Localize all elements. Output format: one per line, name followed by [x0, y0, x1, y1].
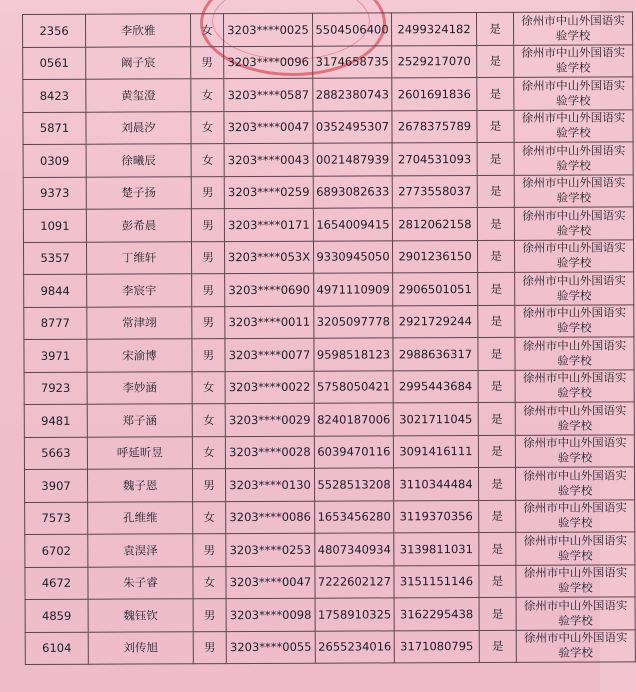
gender-cell: 女 — [191, 79, 224, 112]
school-name-cell: 徐州市中山外国语实验学校 — [515, 337, 634, 370]
school-name-cell: 徐州市中山外国语实验学校 — [513, 12, 632, 45]
gender-cell: 男 — [191, 176, 224, 209]
status-flag-cell: 是 — [477, 110, 514, 143]
id-number-cell: 3203****0690 — [225, 273, 314, 306]
id-number-cell: 3203****0130 — [225, 468, 314, 501]
candidate-number-cell: 5871 — [23, 112, 86, 145]
student-name-cell: 常津翊 — [87, 306, 192, 339]
candidate-number-cell: 5663 — [24, 437, 87, 470]
gender-cell: 女 — [191, 144, 224, 177]
gender-cell: 女 — [192, 371, 225, 404]
id-number-cell: 3203****0055 — [226, 631, 315, 664]
number-a-cell: 6893082633 — [313, 175, 392, 208]
school-name-cell: 徐州市中山外国语实验学校 — [515, 304, 634, 337]
number-a-cell: 5758050421 — [314, 370, 393, 403]
candidate-number-cell: 0309 — [23, 144, 86, 177]
gender-cell: 男 — [193, 534, 226, 567]
candidate-number-cell: 3907 — [24, 469, 87, 502]
candidate-number-cell: 9373 — [23, 177, 86, 210]
table-body — [23, 12, 636, 665]
school-name-cell: 徐州市中山外国语实验学校 — [514, 174, 633, 207]
school-name-cell: 徐州市中山外国语实验学校 — [514, 44, 633, 77]
school-name-cell: 徐州市中山外国语实验学校 — [516, 499, 635, 532]
candidate-number-cell: 2356 — [23, 14, 86, 47]
id-number-cell: 3203****0253 — [226, 533, 315, 566]
candidate-number-cell: 5357 — [23, 242, 86, 275]
student-name-cell: 孔维维 — [88, 501, 193, 534]
table-row — [24, 272, 634, 307]
number-a-cell: 1758910325 — [315, 598, 394, 631]
candidate-number-cell: 0561 — [23, 47, 86, 80]
status-flag-cell: 是 — [477, 175, 514, 208]
id-number-cell: 3203****0047 — [226, 566, 315, 599]
school-name-cell: 徐州市中山外国语实验学校 — [516, 629, 635, 662]
gender-cell: 男 — [192, 339, 225, 372]
candidate-number-cell: 7923 — [24, 372, 87, 405]
school-name-cell: 徐州市中山外国语实验学校 — [516, 564, 635, 597]
status-flag-cell: 是 — [478, 272, 515, 305]
gender-cell: 女 — [191, 14, 224, 47]
school-name-cell: 徐州市中山外国语实验学校 — [515, 467, 634, 500]
candidate-number-cell: 4859 — [25, 599, 88, 632]
id-number-cell: 3203****0098 — [226, 598, 315, 631]
number-b-cell: 2812062158 — [392, 208, 477, 241]
status-flag-cell: 是 — [478, 435, 515, 468]
number-b-cell: 2601691836 — [392, 78, 477, 111]
student-name-cell: 宋渝博 — [87, 339, 192, 372]
school-name-cell: 徐州市中山外国语实验学校 — [515, 272, 634, 305]
number-a-cell: 6039470116 — [314, 435, 393, 468]
student-name-cell: 李妙涵 — [87, 371, 192, 404]
id-number-cell: 3203****0077 — [225, 338, 314, 371]
number-b-cell: 2678375789 — [392, 110, 477, 143]
status-flag-cell: 是 — [478, 305, 515, 338]
number-b-cell: 2704531093 — [392, 143, 477, 176]
id-number-cell: 3203****0259 — [224, 176, 313, 209]
number-a-cell: 9330945050 — [313, 240, 392, 273]
school-name-cell: 徐州市中山外国语实验学校 — [515, 402, 634, 435]
id-number-cell: 3203****0029 — [225, 403, 314, 436]
number-b-cell: 3091416111 — [393, 435, 478, 468]
student-name-cell: 彭希晨 — [86, 209, 191, 242]
gender-cell: 男 — [191, 241, 224, 274]
gender-cell: 男 — [192, 274, 225, 307]
number-b-cell: 3151151146 — [394, 565, 479, 598]
table-row — [23, 12, 633, 47]
status-flag-cell: 是 — [479, 500, 516, 533]
student-name-cell: 徐曦辰 — [86, 144, 191, 177]
student-name-cell: 李宸宇 — [87, 274, 192, 307]
gender-cell: 男 — [191, 46, 224, 79]
status-flag-cell: 是 — [477, 207, 514, 240]
student-name-cell: 魏钰钦 — [88, 599, 193, 632]
table-row — [24, 402, 634, 437]
table-row — [24, 304, 634, 339]
status-flag-cell: 是 — [478, 370, 515, 403]
number-a-cell: 0021487939 — [313, 143, 392, 176]
number-b-cell: 3162295438 — [394, 598, 479, 631]
number-b-cell: 3139811031 — [394, 533, 479, 566]
number-a-cell: 5504506400 — [312, 13, 391, 46]
table-row — [23, 109, 633, 144]
table-row — [25, 532, 635, 567]
number-a-cell: 0352495307 — [313, 110, 392, 143]
table-row — [23, 44, 633, 79]
student-name-cell: 阚子宸 — [86, 46, 191, 79]
student-name-cell: 刘传旭 — [88, 631, 193, 664]
table-row — [23, 142, 633, 177]
student-name-cell: 呼延昕昱 — [87, 436, 192, 469]
candidate-number-cell: 6104 — [25, 632, 88, 665]
number-a-cell: 4807340934 — [315, 533, 394, 566]
id-number-cell: 3203****0086 — [226, 501, 315, 534]
table-row — [25, 564, 635, 599]
number-b-cell: 2921729244 — [393, 305, 478, 338]
student-name-cell: 魏子恩 — [87, 469, 192, 502]
gender-cell: 男 — [191, 209, 224, 242]
student-name-cell: 黄玺澄 — [86, 79, 191, 112]
number-a-cell: 3174658735 — [313, 45, 392, 78]
table-row — [23, 239, 633, 274]
candidate-number-cell: 8777 — [24, 307, 87, 340]
number-a-cell: 2882380743 — [313, 78, 392, 111]
student-name-cell: 楚子扬 — [86, 176, 191, 209]
number-b-cell: 2901236150 — [392, 240, 477, 273]
gender-cell: 男 — [192, 469, 225, 502]
school-name-cell: 徐州市中山外国语实验学校 — [515, 369, 634, 402]
number-a-cell: 4971110909 — [314, 273, 393, 306]
status-flag-cell: 是 — [478, 467, 515, 500]
id-number-cell: 3203****0028 — [225, 436, 314, 469]
gender-cell: 男 — [193, 631, 226, 664]
number-a-cell: 1654009415 — [313, 208, 392, 241]
school-name-cell: 徐州市中山外国语实验学校 — [514, 77, 633, 110]
school-name-cell: 徐州市中山外国语实验学校 — [514, 207, 633, 240]
id-number-cell: 3203****0587 — [224, 78, 313, 111]
table-row — [24, 337, 634, 372]
admission-list-table — [22, 11, 636, 665]
number-b-cell: 2995443684 — [393, 370, 478, 403]
status-flag-cell: 是 — [478, 402, 515, 435]
number-b-cell: 3021711045 — [393, 403, 478, 436]
number-a-cell: 7222602127 — [315, 565, 394, 598]
table-row — [24, 467, 634, 502]
status-flag-cell: 是 — [477, 142, 514, 175]
school-name-cell: 徐州市中山外国语实验学校 — [514, 239, 633, 272]
number-b-cell: 2773558037 — [392, 175, 477, 208]
id-number-cell: 3203****0096 — [224, 46, 313, 79]
student-name-cell: 袁淏泽 — [88, 534, 193, 567]
number-b-cell: 2906501051 — [393, 273, 478, 306]
id-number-cell: 3203****0011 — [225, 306, 314, 339]
status-flag-cell: 是 — [477, 45, 514, 78]
student-name-cell: 李欣雅 — [86, 14, 191, 47]
number-b-cell: 2529217070 — [392, 45, 477, 78]
gender-cell: 女 — [193, 566, 226, 599]
table-row — [25, 499, 635, 534]
table-row — [24, 369, 634, 404]
number-a-cell: 1653456280 — [315, 500, 394, 533]
gender-cell: 女 — [192, 436, 225, 469]
number-b-cell: 2988636317 — [393, 338, 478, 371]
status-flag-cell: 是 — [479, 597, 516, 630]
table-row — [23, 77, 633, 112]
status-flag-cell: 是 — [477, 240, 514, 273]
number-b-cell: 3119370356 — [394, 500, 479, 533]
gender-cell: 女 — [191, 111, 224, 144]
status-flag-cell: 是 — [477, 77, 514, 110]
number-a-cell: 5528513208 — [314, 468, 393, 501]
candidate-number-cell: 4672 — [25, 567, 88, 600]
school-name-cell: 徐州市中山外国语实验学校 — [515, 434, 634, 467]
gender-cell: 男 — [193, 599, 226, 632]
student-name-cell: 刘晨汐 — [86, 111, 191, 144]
school-name-cell: 徐州市中山外国语实验学校 — [516, 597, 635, 630]
table-row — [25, 597, 635, 632]
candidate-number-cell: 8423 — [23, 79, 86, 112]
gender-cell: 女 — [193, 501, 226, 534]
school-name-cell: 徐州市中山外国语实验学校 — [516, 532, 635, 565]
number-b-cell: 3110344484 — [393, 468, 478, 501]
status-flag-cell: 是 — [478, 337, 515, 370]
school-name-cell: 徐州市中山外国语实验学校 — [514, 109, 633, 142]
number-b-cell: 2499324182 — [391, 13, 476, 46]
student-name-cell: 丁维轩 — [86, 241, 191, 274]
candidate-number-cell: 6702 — [25, 534, 88, 567]
gender-cell: 男 — [192, 306, 225, 339]
number-a-cell: 2655234016 — [315, 630, 394, 663]
status-flag-cell: 是 — [479, 565, 516, 598]
table-row — [23, 174, 633, 209]
number-a-cell: 3205097778 — [314, 305, 393, 338]
id-number-cell: 3203****0171 — [224, 208, 313, 241]
candidate-number-cell: 1091 — [23, 209, 86, 242]
number-b-cell: 3171080795 — [394, 630, 479, 663]
id-number-cell: 3203****053X — [224, 241, 313, 274]
status-flag-cell: 是 — [479, 532, 516, 565]
candidate-number-cell: 9844 — [24, 274, 87, 307]
id-number-cell: 3203****0043 — [224, 143, 313, 176]
table-row — [25, 629, 635, 664]
id-number-cell: 3203****0022 — [225, 371, 314, 404]
school-name-cell: 徐州市中山外国语实验学校 — [514, 142, 633, 175]
id-number-cell: 3203****0025 — [224, 13, 313, 46]
number-a-cell: 9598518123 — [314, 338, 393, 371]
table-row — [23, 207, 633, 242]
student-name-cell: 朱子睿 — [88, 566, 193, 599]
number-a-cell: 8240187006 — [314, 403, 393, 436]
status-flag-cell: 是 — [479, 630, 516, 663]
gender-cell: 女 — [192, 404, 225, 437]
candidate-number-cell: 3971 — [24, 339, 87, 372]
student-name-cell: 郑子涵 — [87, 404, 192, 437]
candidate-number-cell: 9481 — [24, 404, 87, 437]
candidate-number-cell: 7573 — [25, 502, 88, 535]
table-row — [24, 434, 634, 469]
status-flag-cell: 是 — [476, 12, 513, 45]
id-number-cell: 3203****0047 — [224, 111, 313, 144]
